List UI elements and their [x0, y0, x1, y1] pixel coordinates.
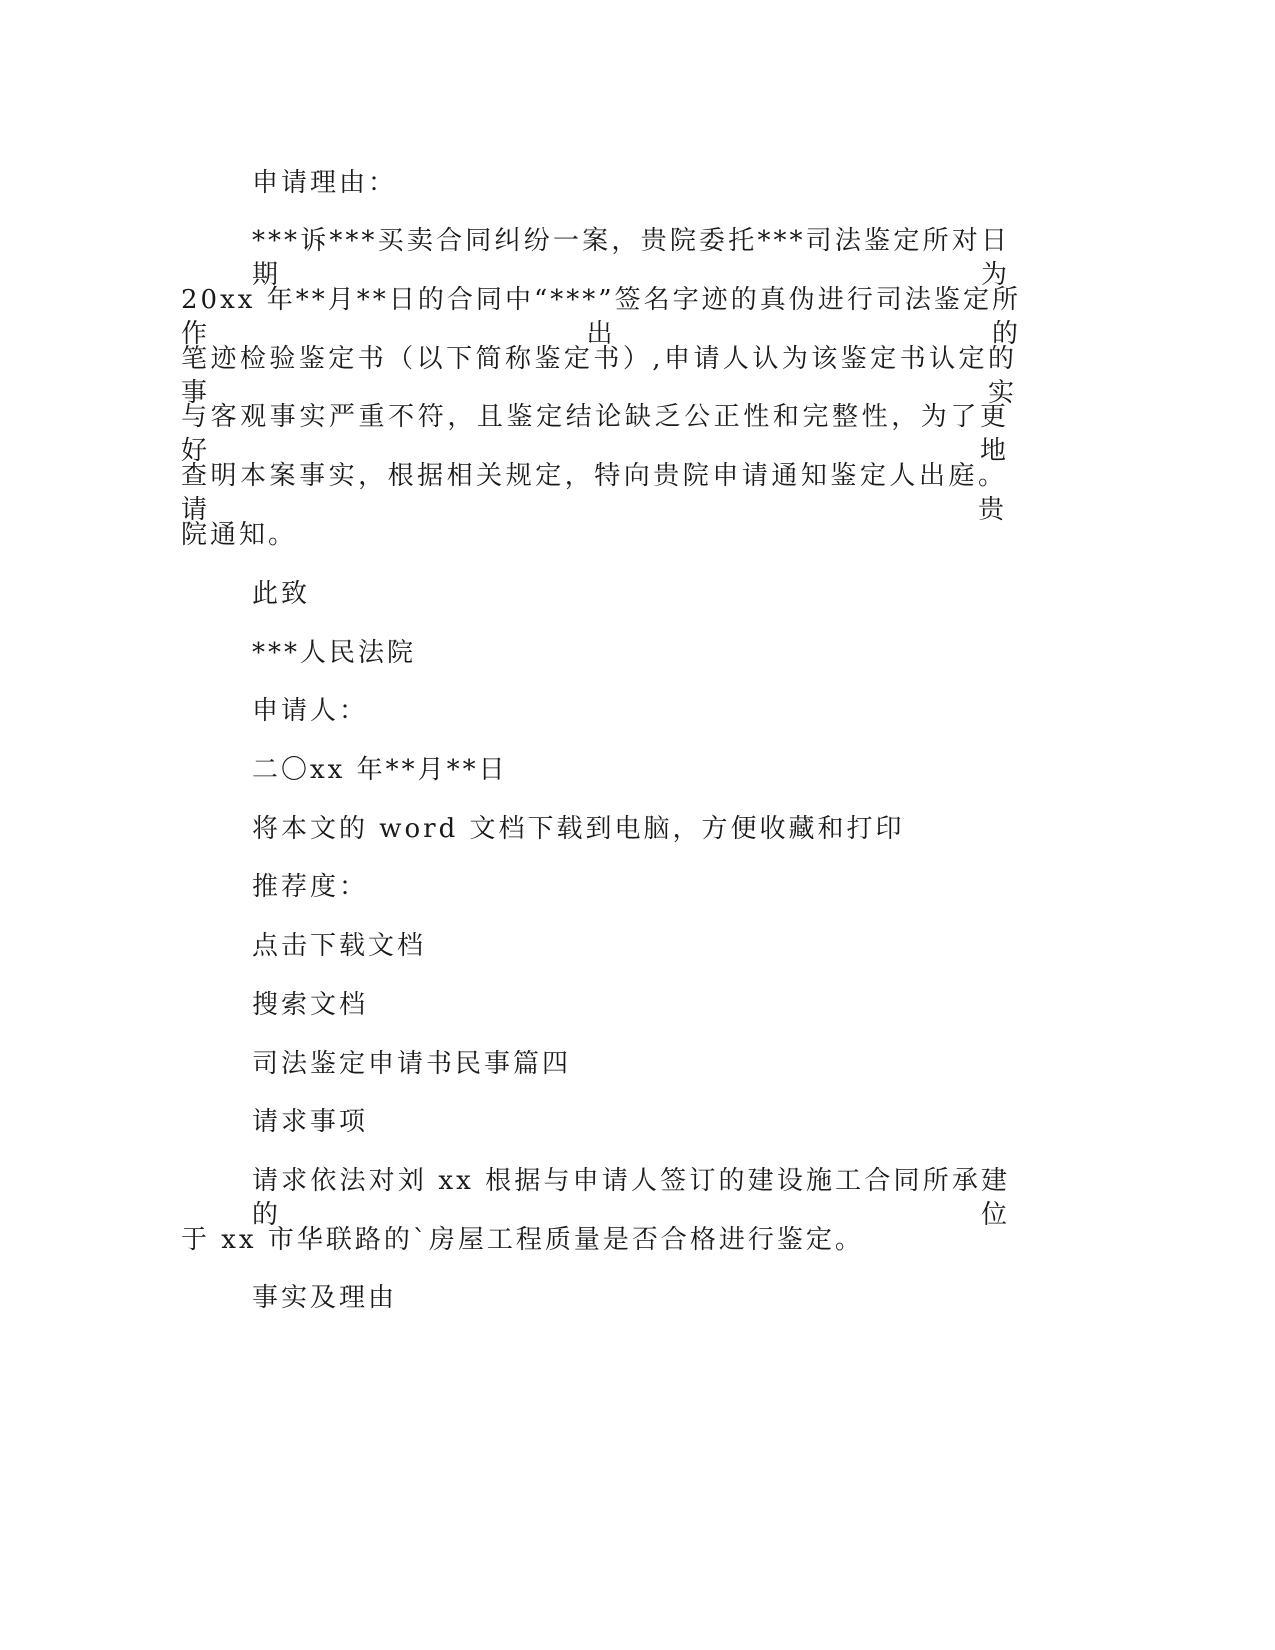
body-line: 请求依法对刘 xx 根据与申请人签订的建设施工合同所承建的位 — [252, 1166, 1010, 1230]
date-line: 二〇xx 年**月**日 — [252, 755, 508, 785]
recommend-label: 推荐度： — [252, 872, 369, 902]
applicant-label: 申请人： — [252, 696, 369, 726]
heading-facts-reasons: 事实及理由 — [252, 1283, 398, 1313]
body-line: 20xx 年**月**日的合同中“***”签名字迹的真伪进行司法鉴定所作出的 — [181, 285, 1021, 349]
salutation: 此致 — [252, 579, 311, 609]
body-line: 院通知。 — [181, 520, 298, 550]
search-document-link[interactable]: 搜索文档 — [252, 990, 369, 1020]
body-line: 笔迹检验鉴定书（以下简称鉴定书）,申请人认为该鉴定书认定的事实 — [181, 344, 1017, 408]
body-line: ***诉***买卖合同纠纷一案，贵院委托***司法鉴定所对日期为 — [252, 226, 1010, 290]
body-line: 查明本案事实，根据相关规定，特向贵院申请通知鉴定人出庭。请贵 — [181, 461, 1007, 525]
download-document-link[interactable]: 点击下载文档 — [252, 931, 427, 961]
body-line: 与客观事实严重不符，且鉴定结论缺乏公正性和完整性，为了更好地 — [181, 402, 1009, 466]
court-name: ***人民法院 — [252, 638, 417, 668]
section-title: 司法鉴定申请书民事篇四 — [252, 1049, 572, 1079]
heading-request-items: 请求事项 — [252, 1107, 369, 1137]
body-line: 于 xx 市华联路的`房屋工程质量是否合格进行鉴定。 — [181, 1225, 864, 1255]
heading-application-reason: 申请理由： — [252, 168, 398, 198]
download-note: 将本文的 word 文档下载到电脑，方便收藏和打印 — [252, 814, 905, 844]
